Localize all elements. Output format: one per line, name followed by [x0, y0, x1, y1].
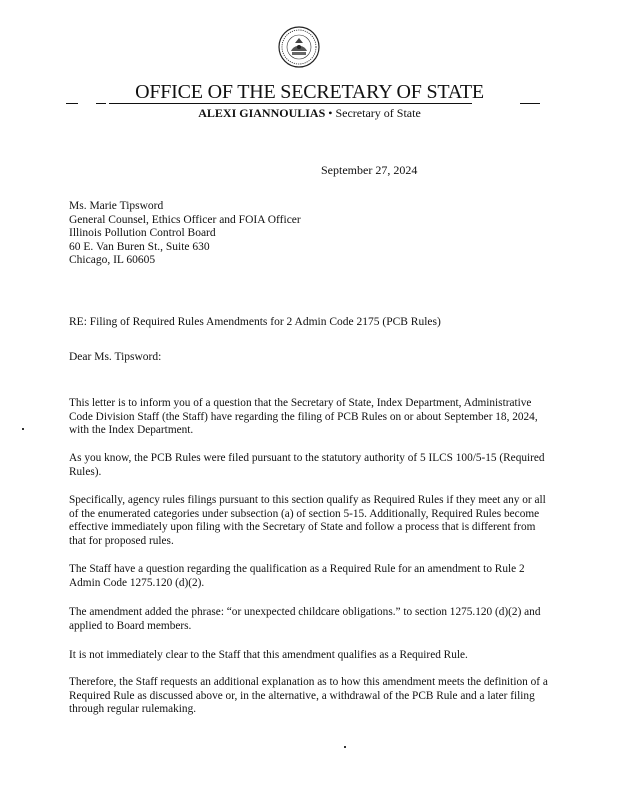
- recipient-title: General Counsel, Ethics Officer and FOIA Officer: [69, 213, 301, 226]
- recipient-organization: Illinois Pollution Control Board: [69, 227, 216, 240]
- secretary-name: ALEXI GIANNOULIAS: [198, 106, 326, 120]
- salutation: Dear Ms. Tipsword:: [69, 351, 162, 363]
- recipient-city: Chicago, IL 60605: [69, 254, 156, 267]
- letterhead-rule-dots: [96, 103, 106, 104]
- bullet-separator: •: [328, 106, 336, 120]
- recipient-street: 60 E. Van Buren St., Suite 630: [69, 240, 210, 253]
- body-paragraph-3: Specifically, agency rules filings pursuant to this section qualify as Required Rules if they meet any or all of the enumerated categories under subsection (a) of section 5-15. Additionally, Required Rules become effective immediately upon filing with the Secretary of State and follow a process that is different from that for proposed rules.: [69, 494, 546, 547]
- secretary-title: Secretary of State: [335, 106, 421, 120]
- subject-line: RE: Filing of Required Rules Amendments for 2 Admin Code 2175 (PCB Rules): [69, 316, 441, 328]
- office-title: OFFICE OF THE SECRETARY OF STATE: [135, 81, 484, 103]
- body-paragraph-5: The amendment added the phrase: “or unexpected childcare obligations.” to section 1275.120 (d)(2) and applied to Board members.: [69, 606, 541, 632]
- letterhead-rule-left: [66, 103, 78, 104]
- letterhead-rule-main: [109, 103, 472, 104]
- letterhead-rule-right: [520, 103, 540, 104]
- recipient-address: [69, 200, 301, 268]
- secretary-line: [0, 106, 619, 120]
- body-paragraph-4: The Staff have a question regarding the qualification as a Required Rule for an amendment to Rule 2 Admin Code 1275.120 (d)(2).: [69, 563, 525, 589]
- body-paragraph-6: It is not immediately clear to the Staff that this amendment qualifies as a Required Rule.: [69, 649, 468, 661]
- letter-date: September 27, 2024: [321, 163, 418, 177]
- recipient-name: Ms. Marie Tipsword: [69, 200, 164, 212]
- body-paragraph-1: This letter is to inform you of a question that the Secretary of State, Index Department, Administrative Code Division Staff (the Staff) have regarding the filing of PCB Rules on or about September 18, 2024, with the Index Department.: [69, 397, 538, 437]
- scan-speck: [22, 428, 24, 430]
- body-paragraph-2: As you know, the PCB Rules were filed pursuant to the statutory authority of 5 ILCS 100/5-15 (Required Rules).: [69, 452, 545, 478]
- scan-speck: [344, 746, 346, 748]
- state-seal-icon: [278, 26, 320, 68]
- body-paragraph-7: Therefore, the Staff requests an additional explanation as to how this amendment meets the definition of a Required Rule as discussed above or, in the alternative, a withdrawal of the PCB Rule and a later filing through regular rulemaking.: [69, 676, 548, 716]
